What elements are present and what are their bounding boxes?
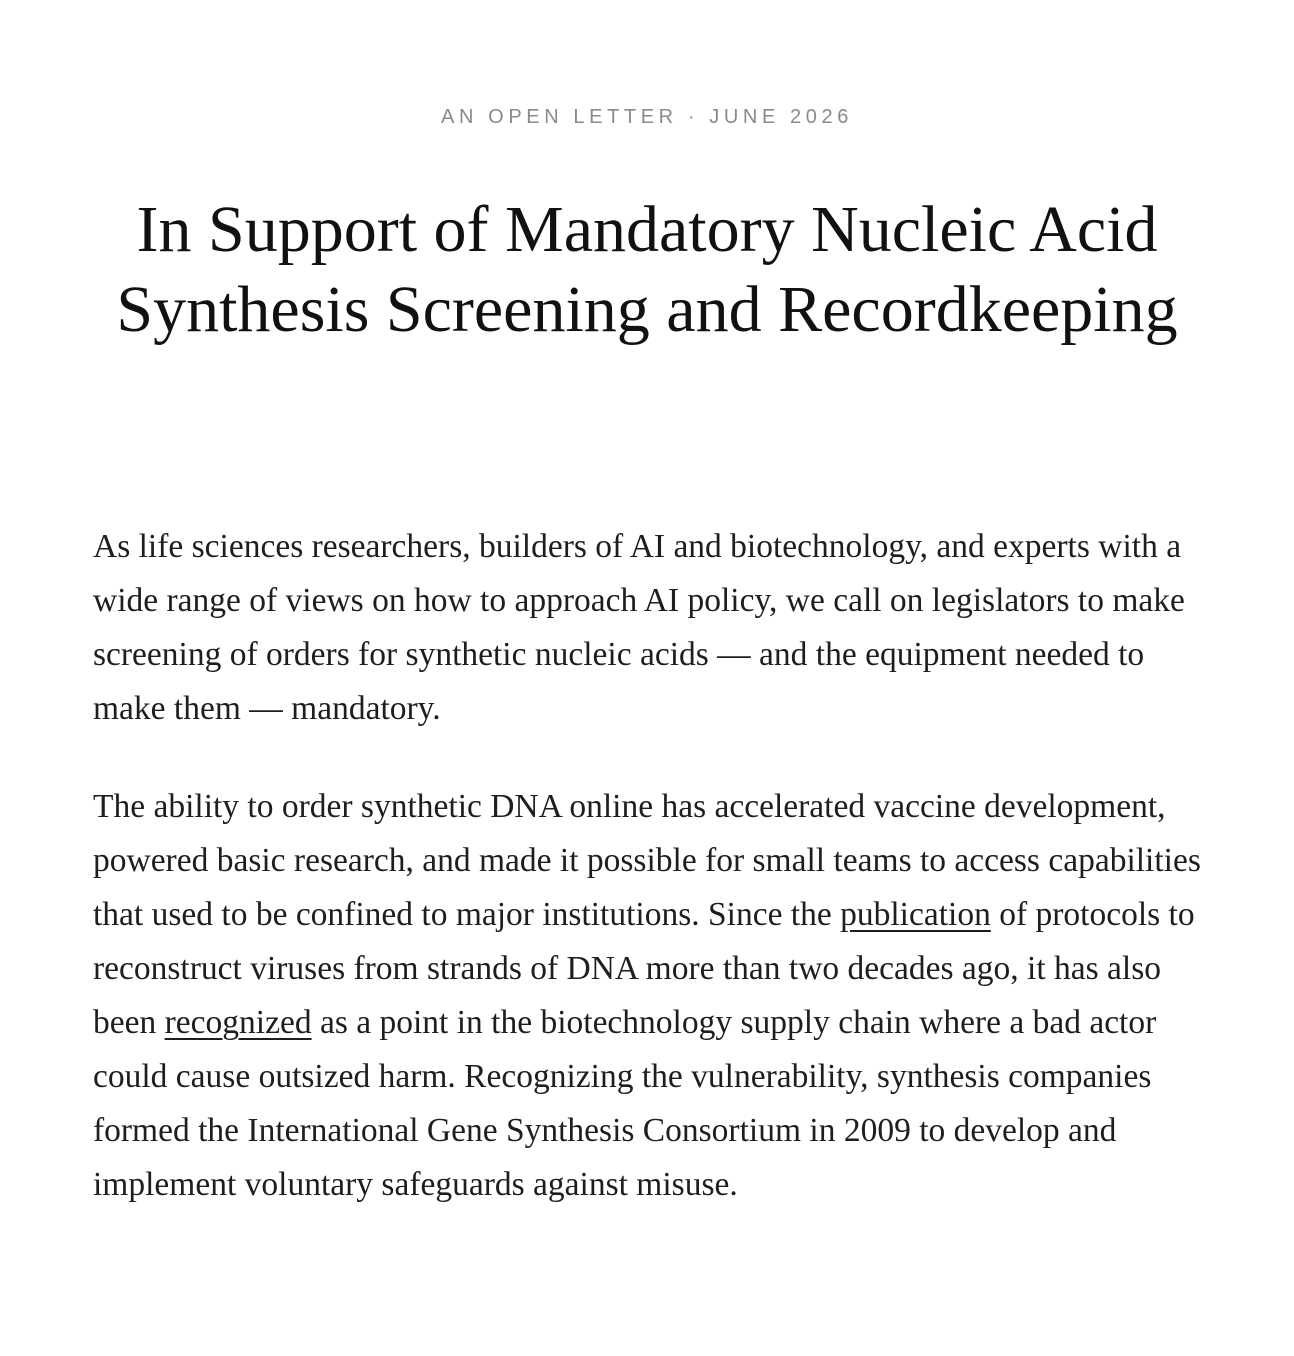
recognized-link[interactable]: recognized [164,1004,312,1041]
eyebrow-label: AN OPEN LETTER · JUNE 2026 [441,106,853,128]
paragraph-background-text-1: The ability to order synthetic DNA online has accelerated vaccine development, powered basic research, and made it possible for small teams to access capabilities that used to be confined to major institutions. Since the [93,788,1201,933]
paragraph-background-text-3: as a point in the biotechnology supply chain where a bad actor could cause outsized harm. Recognizing the vulnerability, synthesis companies formed the International Gene Synthesis Consortium in 2009 to develop and implement voluntary safeguards against misuse. [93,1004,1157,1203]
letter-body [93,520,1203,1256]
publication-link[interactable]: publication [840,896,991,933]
paragraph-intro: As life sciences researchers, builders of AI and biotechnology, and experts with a wide range of views on how to approach AI policy, we call on legislators to make screening of orders for synthetic nucleic acids — and the equipment needed to make them — mandatory. [93,528,1185,727]
paragraph-background [93,780,1203,1212]
page-title: In Support of Mandatory Nucleic Acid Synthesis Screening and Recordkeeping [116,193,1178,346]
paragraph-background-text-2: of protocols to reconstruct viruses from strands of DNA more than two decades ago, it has also been [93,896,1195,1041]
